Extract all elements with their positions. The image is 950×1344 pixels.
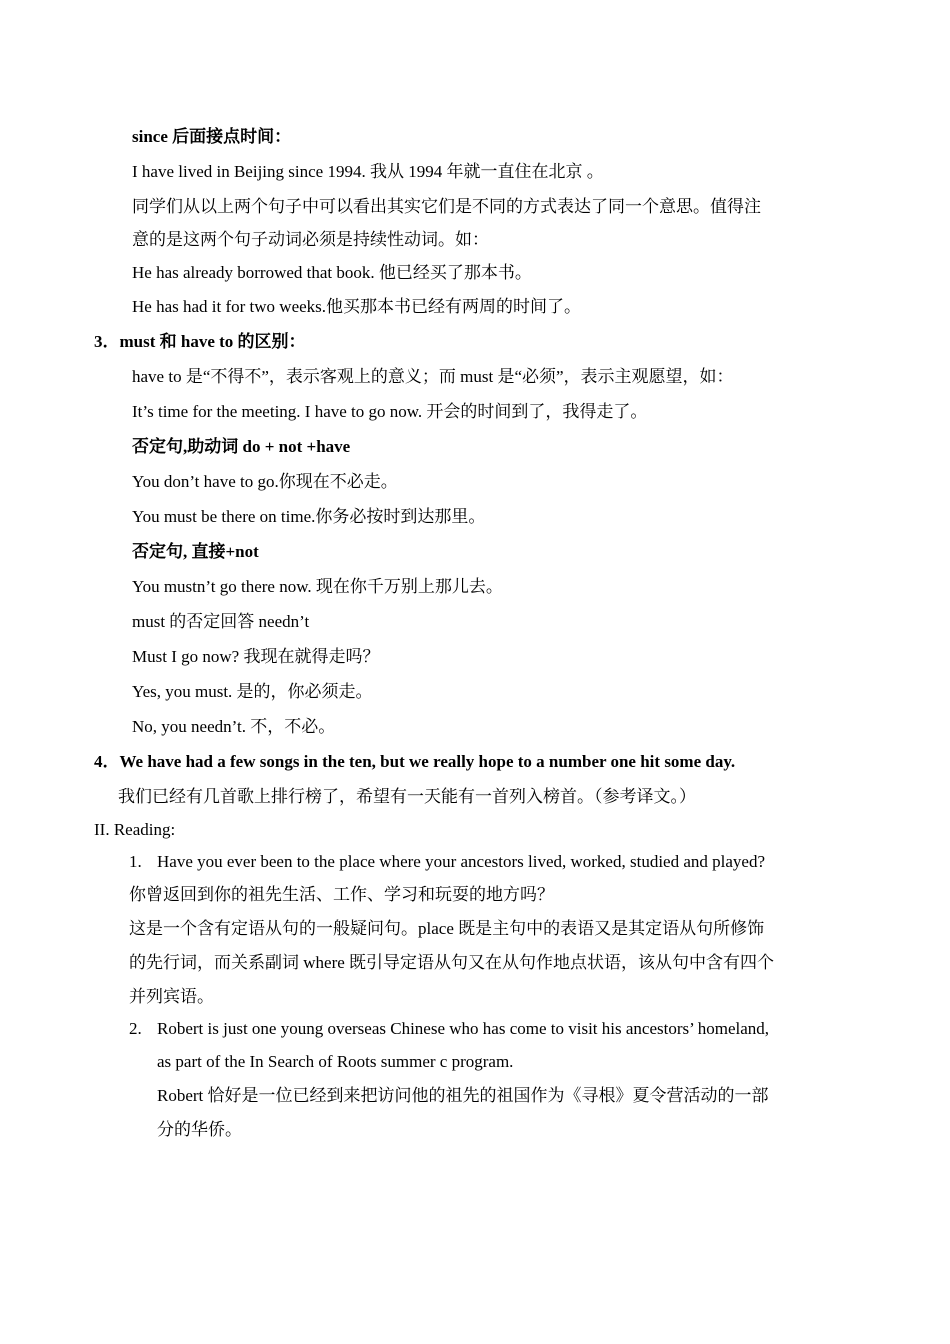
note-line-1: 同学们从以上两个句子中可以看出其实它们是不同的方式表达了同一个意思。值得注 — [132, 197, 761, 216]
reading-item-1-number: 1. — [129, 852, 142, 871]
reading-item-1-translation: 你曾返回到你的祖先生活、工作、学习和玩耍的地方吗？ — [129, 885, 554, 904]
note-line-2: 意的是这两个句子动词必须是持续性动词。如： — [132, 230, 489, 249]
example-question: Must I go now? 我现在就得走吗？ — [132, 647, 380, 666]
section-4-translation: 我们已经有几首歌上排行榜了，希望有一天能有一首列入榜首。（参考译文。） — [118, 787, 696, 806]
reading-item-1-sentence: Have you ever been to the place where your ancestors lived, worked, studied and played? — [157, 852, 765, 871]
example-mustnt: You mustn’t go there now. 现在你千万别上那儿去。 — [132, 577, 503, 596]
negative-heading-1: 否定句,助动词 do + not +have — [132, 437, 351, 456]
example-yes: Yes, you must. 是的，你必须走。 — [132, 682, 373, 701]
reading-item-2-translation-line-1: Robert 恰好是一位已经到来把访问他的祖先的祖国作为《寻根》夏令营活动的一部 — [157, 1086, 769, 1105]
reading-item-1 — [129, 851, 765, 873]
example-no: No, you needn’t. 不，不必。 — [132, 717, 336, 736]
reading-item-1-note-line-3: 并列宾语。 — [129, 987, 214, 1006]
negative-heading-2: 否定句, 直接+not — [132, 542, 259, 561]
reading-item-1-note-line-1: 这是一个含有定语从句的一般疑问句。place 既是主句中的表语又是其定语从句所修饰 — [129, 919, 765, 938]
reading-item-2-translation-line-2: 分的华侨。 — [157, 1120, 242, 1139]
have-to-explanation: have to 是“不得不”，表示客观上的意义；而 must 是“必须”，表示主观愿望，如： — [132, 367, 734, 386]
reading-item-2-line-2: as part of the In Search of Roots summer c program. — [157, 1052, 514, 1071]
since-heading: since 后面接点时间： — [132, 127, 292, 146]
example-must: You must be there on time.你务必按时到达那里。 — [132, 507, 486, 526]
since-example: I have lived in Beijing since 1994. 我从 1994 年就一直住在北京 。 — [132, 162, 604, 181]
reading-item-2-number: 2. — [129, 1019, 142, 1038]
reading-item-1-note-line-2: 的先行词，而关系副词 where 既引导定语从句又在从句作地点状语，该从句中含有四个 — [129, 953, 775, 972]
reading-heading: II. Reading: — [94, 820, 176, 839]
must-negative-answer: must 的否定回答 needn’t — [132, 612, 310, 631]
section-3-heading: 3．must 和 have to 的区别： — [94, 332, 306, 351]
reading-item-2 — [129, 1018, 769, 1040]
example-borrowed: He has already borrowed that book. 他已经买了那本书。 — [132, 263, 532, 282]
example-had: He has had it for two weeks.他买那本书已经有两周的时间了。 — [132, 297, 582, 316]
example-dont: You don’t have to go.你现在不必走。 — [132, 472, 398, 491]
reading-item-2-line-1: Robert is just one young overseas Chinese who has come to visit his ancestors’ homeland, — [157, 1019, 770, 1038]
section-4-heading: 4．We have had a few songs in the ten, but we really hope to a number one hit some day. — [94, 752, 736, 771]
example-meeting: It’s time for the meeting. I have to go now. 开会的时间到了，我得走了。 — [132, 402, 648, 421]
